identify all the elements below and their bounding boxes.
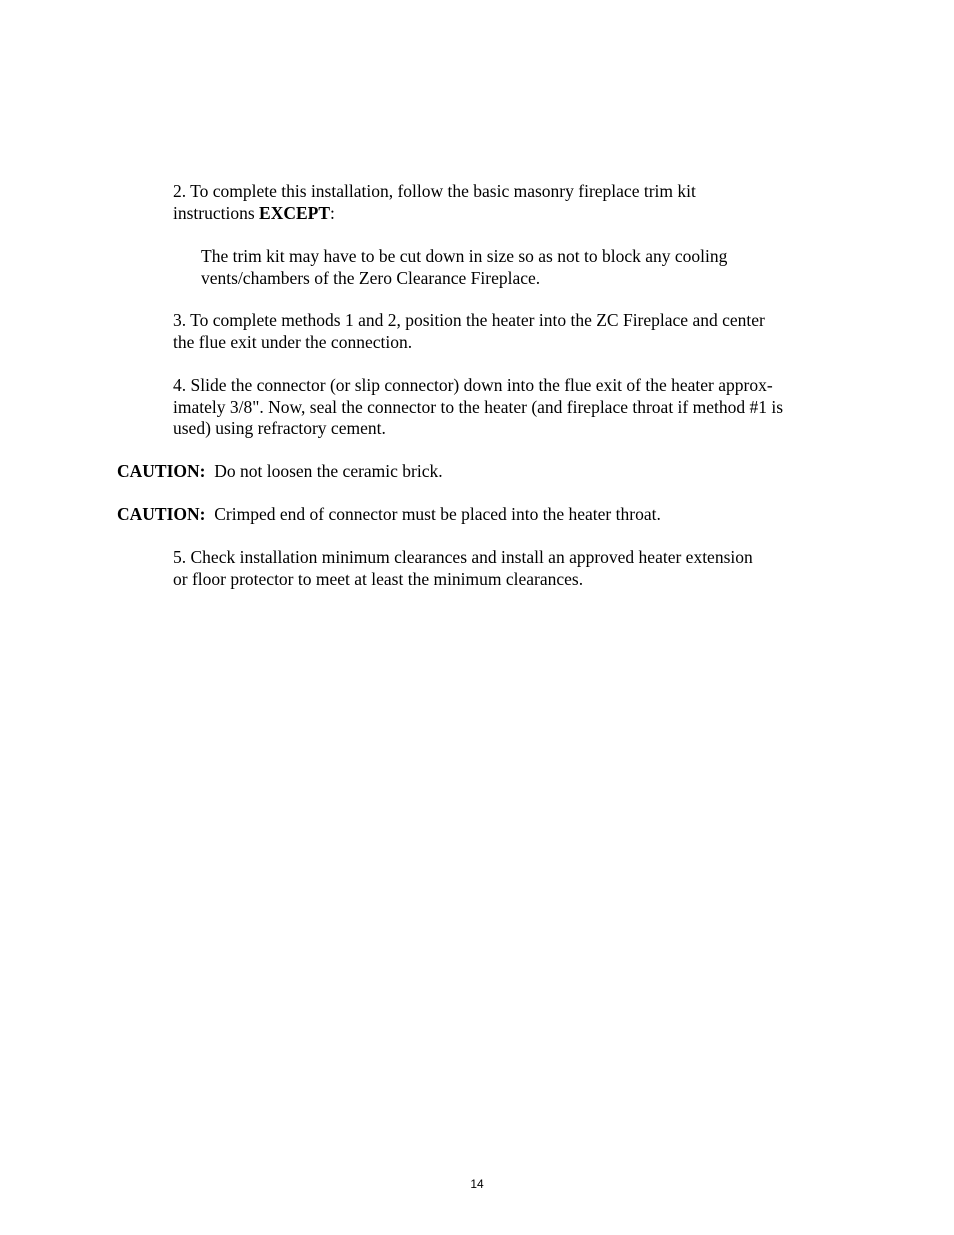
step-4-paragraph bbox=[173, 375, 783, 440]
page-number: 14 bbox=[470, 1177, 484, 1191]
caution-1-text: Do not loosen the ceramic brick. bbox=[205, 461, 443, 481]
step-4-line-1: 4. Slide the connector (or slip connector) down into the flue exit of the heater approx- bbox=[173, 375, 773, 395]
step-2-paragraph bbox=[173, 181, 696, 224]
step-5-paragraph bbox=[173, 547, 753, 590]
caution-2-paragraph bbox=[117, 504, 661, 526]
except-keyword: EXCEPT bbox=[259, 202, 331, 223]
caution-1-paragraph bbox=[117, 461, 443, 483]
step-5-line-1: 5. Check installation minimum clearances and install an approved heater extension bbox=[173, 547, 753, 567]
step-2-note-line-1: The trim kit may have to be cut down in size so as not to block any cooling bbox=[201, 246, 728, 266]
step-2-line-2-prefix: instructions bbox=[173, 202, 260, 223]
step-3-paragraph bbox=[173, 310, 765, 353]
step-2-line-2-suffix: : bbox=[330, 202, 335, 223]
step-3-line-2: the flue exit under the connection. bbox=[173, 331, 413, 352]
step-2-note-paragraph bbox=[201, 246, 727, 289]
step-2-note-line-2: vents/chambers of the Zero Clearance Fireplace. bbox=[201, 267, 541, 288]
caution-1-label: CAUTION: bbox=[117, 461, 206, 481]
caution-2-text: Crimped end of connector must be placed into the heater throat. bbox=[205, 504, 661, 524]
step-2-line-1: 2. To complete this installation, follow the basic masonry fireplace trim kit bbox=[173, 181, 696, 201]
step-3-line-1: 3. To complete methods 1 and 2, position the heater into the ZC Fireplace and center bbox=[173, 310, 765, 330]
step-4-line-3: used) using refractory cement. bbox=[173, 418, 386, 438]
caution-2-label: CAUTION: bbox=[117, 504, 206, 524]
step-5-line-2: or floor protector to meet at least the minimum clearances. bbox=[173, 568, 584, 589]
step-4-line-2: imately 3/8". Now, seal the connector to the heater (and fireplace throat if method #1 is bbox=[173, 396, 784, 417]
step-2-line-2 bbox=[173, 203, 696, 225]
